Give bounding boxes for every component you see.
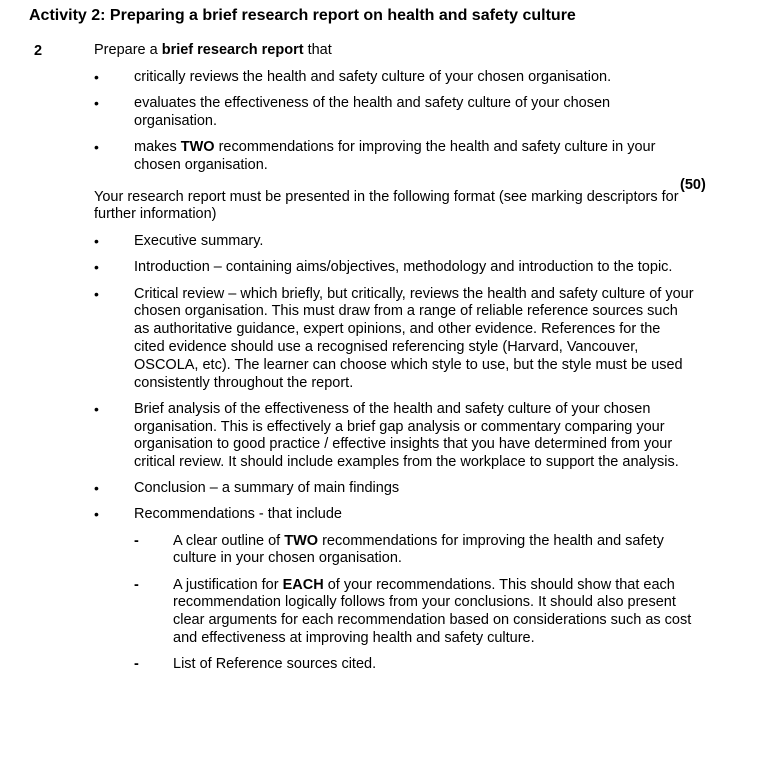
task-item: • evaluates the effectiveness of the health and safety culture of your chosen organisation. bbox=[94, 94, 611, 129]
format-list bbox=[94, 233, 694, 524]
format-intro: Your research report must be presented in the following format (see marking descriptors for further information) bbox=[94, 188, 679, 223]
format-item: • Brief analysis of the effectiveness of the health and safety culture of your chosen organisation. This is effectively a brief gap analysis or commentary comparing your organisation to good practice / effective insights that you have determined from your critical review. It should include examples from the workplace to support the analysis. bbox=[94, 400, 679, 471]
bullet-icon: • bbox=[94, 233, 99, 250]
task-item: • critically reviews the health and safety culture of your chosen organisation. bbox=[94, 68, 612, 85]
format-item: • Critical review – which briefly, but critically, reviews the health and safety culture of your chosen organisation. This must draw from a range of reliable reference sources such as authoritative guidance, expert opinions, and other evidence. References for the cited evidence should use a recognised referencing style (Harvard, Vancouver, OSCOLA, etc). The learner can choose which style to use, but the style must be used consistently throughout the report. bbox=[94, 285, 694, 391]
bullet-icon: • bbox=[94, 480, 99, 497]
question-body bbox=[94, 42, 694, 682]
question-number: 2 bbox=[34, 43, 43, 59]
activity-heading: Activity 2: Preparing a brief research report on health and safety culture bbox=[29, 7, 576, 24]
recommendation-item: - A justification for EACH of your recommendations. This should show that each recommendation logically follows from your conclusions. It should also present clear arguments for each recommendation based on considerations such as cost and effectiveness at improving health and safety culture. bbox=[134, 576, 692, 647]
bullet-icon: • bbox=[94, 68, 99, 85]
bullet-icon: • bbox=[94, 506, 99, 523]
dash-icon: - bbox=[134, 576, 139, 593]
dash-icon: - bbox=[134, 532, 139, 549]
task-item: • makes TWO recommendations for improving the health and safety culture in your chosen organisation. bbox=[94, 138, 656, 173]
bullet-icon: • bbox=[94, 400, 99, 417]
bullet-icon: • bbox=[94, 94, 99, 111]
format-item: • Executive summary. bbox=[94, 233, 264, 250]
task-list bbox=[94, 69, 694, 175]
bullet-icon: • bbox=[94, 285, 99, 302]
recommendation-item: - List of Reference sources cited. bbox=[134, 656, 377, 673]
marks-label: (50) bbox=[680, 177, 706, 193]
format-item: • Introduction – containing aims/objectives, methodology and introduction to the topic. bbox=[94, 259, 673, 276]
bullet-icon: • bbox=[94, 259, 99, 276]
dash-icon: - bbox=[134, 656, 139, 673]
format-item: • Recommendations - that include bbox=[94, 506, 342, 523]
format-item: • Conclusion – a summary of main findings bbox=[94, 480, 400, 497]
bullet-icon: • bbox=[94, 138, 99, 155]
recommendation-list bbox=[94, 533, 694, 674]
prompt-intro: Prepare a brief research report that bbox=[94, 42, 332, 58]
prompt-emphasis: brief research report bbox=[161, 42, 304, 58]
recommendation-item: - A clear outline of TWO recommendations for improving the health and safety culture in your chosen organisation. bbox=[134, 532, 664, 567]
